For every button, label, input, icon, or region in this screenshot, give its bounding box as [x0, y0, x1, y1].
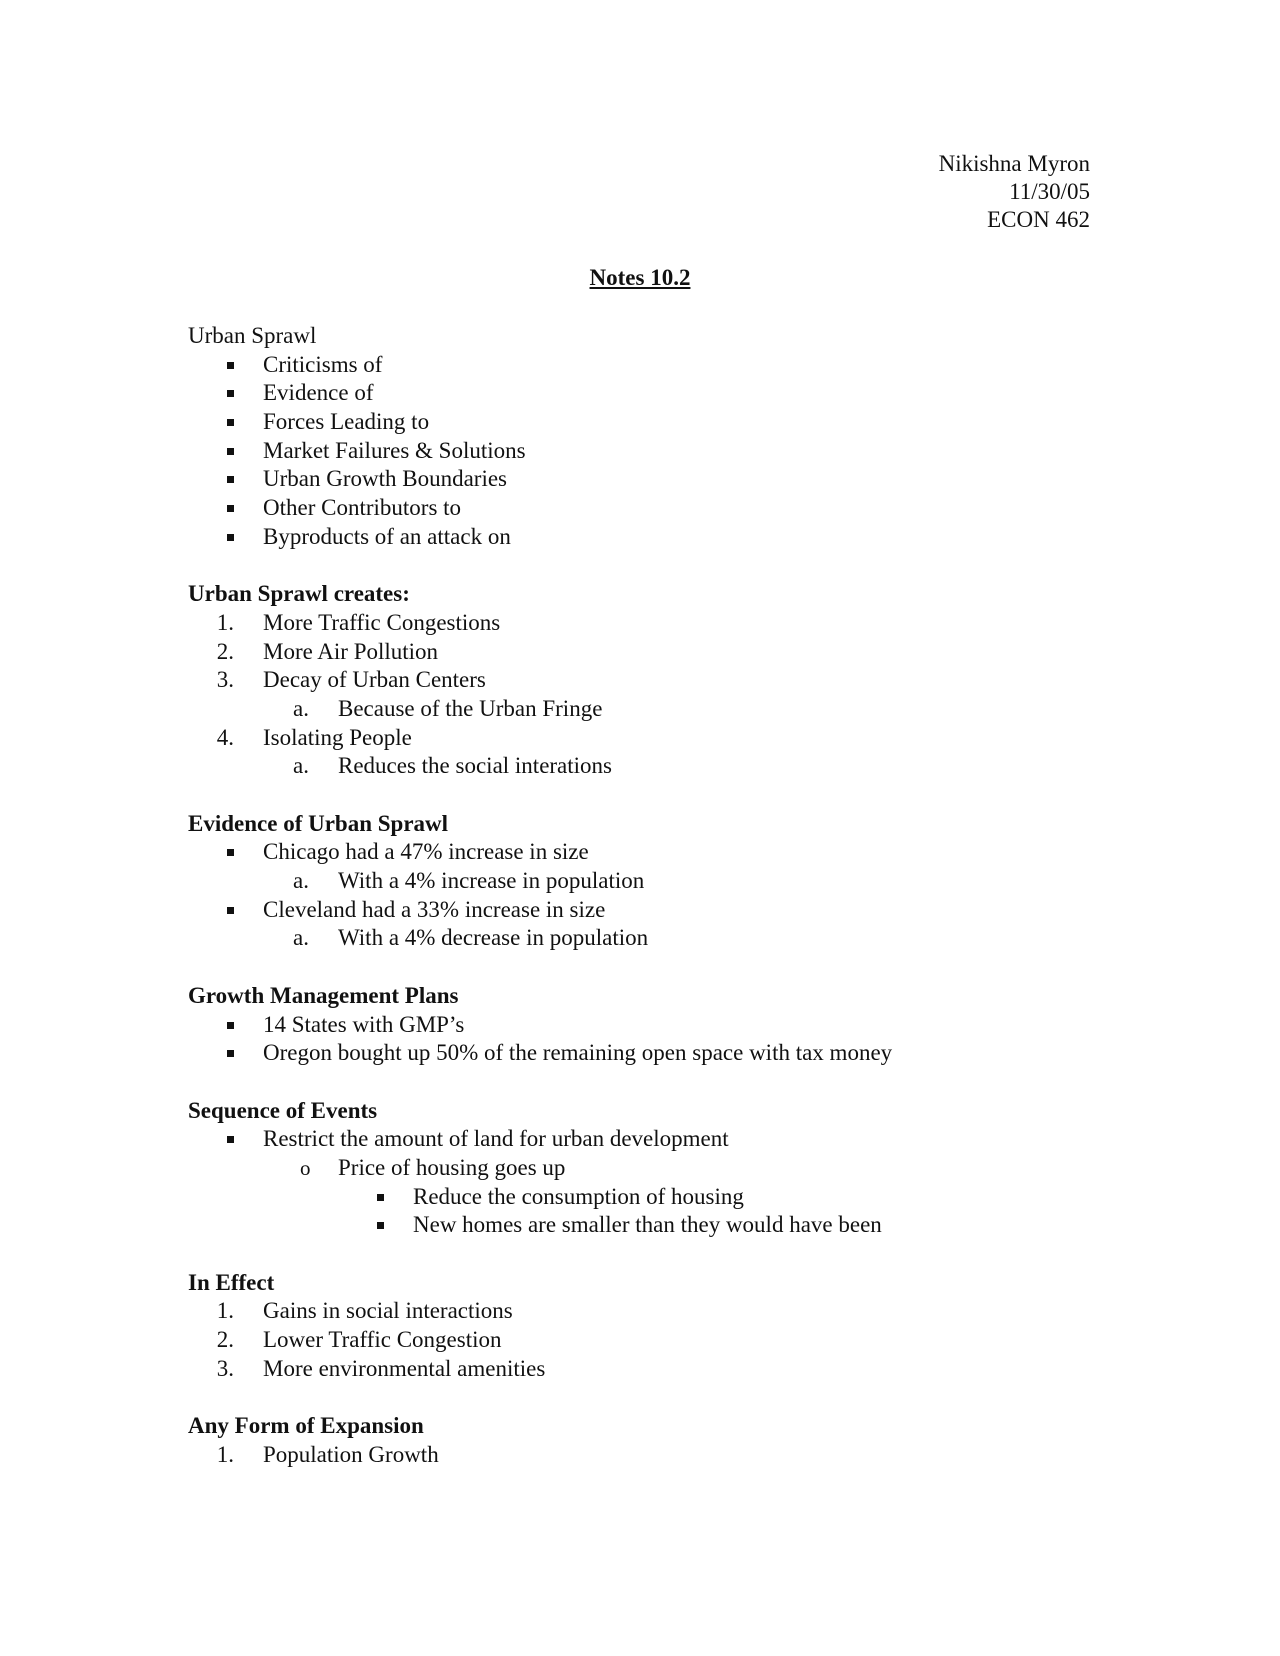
document-date: 11/30/05 — [1009, 179, 1090, 204]
section-heading-expansion: Any Form of Expansion — [188, 1413, 424, 1439]
section-heading-urban-sprawl: Urban Sprawl — [188, 323, 317, 348]
square-bullet-icon — [227, 534, 234, 541]
square-bullet-icon — [227, 849, 234, 856]
author-header — [939, 150, 1090, 234]
bullet-item: Oregon bought up 50% of the remaining open space with tax money — [188, 1039, 1108, 1068]
numbered-item: 4. Isolating People — [216, 724, 412, 750]
square-bullet-icon — [227, 476, 234, 483]
bullet-item: Chicago had a 47% increase in size — [188, 838, 1108, 867]
bullet-item: Cleveland had a 33% increase in size — [188, 896, 1108, 925]
section-heading-in-effect: In Effect — [188, 1269, 275, 1295]
square-bullet-icon — [227, 390, 234, 397]
section-heading-evidence: Evidence of Urban Sprawl — [188, 810, 449, 836]
numbered-item: 1. More Traffic Congestions — [216, 609, 501, 635]
bullet-item: 14 States with GMP’s — [188, 1011, 1108, 1040]
section-heading-creates: Urban Sprawl creates: — [188, 581, 410, 607]
bullet-subsubitem: Reduce the consumption of housing — [188, 1183, 1108, 1212]
author-name: Nikishna Myron — [938, 151, 1090, 176]
section-heading-gmp: Growth Management Plans — [188, 982, 459, 1008]
numbered-item: 2. Lower Traffic Congestion — [216, 1327, 502, 1353]
square-bullet-icon — [227, 419, 234, 426]
numbered-item: 3. More environmental amenities — [216, 1355, 546, 1381]
bullet-item: Forces Leading to — [188, 408, 1108, 437]
bullet-item: Restrict the amount of land for urban development — [188, 1125, 1108, 1154]
course-code: ECON 462 — [987, 207, 1090, 232]
circle-subitem: o Price of housing goes up — [188, 1154, 1108, 1183]
square-bullet-icon — [227, 505, 234, 512]
document-title: Notes 10.2 — [589, 265, 691, 290]
square-bullet-icon — [227, 448, 234, 455]
notes-body — [188, 322, 1108, 1470]
square-bullet-icon — [377, 1194, 384, 1201]
bullet-item: Urban Growth Boundaries — [188, 465, 1108, 494]
square-bullet-icon — [227, 907, 234, 914]
lettered-subitem: a. With a 4% decrease in population — [293, 925, 649, 951]
square-bullet-icon — [227, 1050, 234, 1057]
lettered-subitem: a. Because of the Urban Fringe — [293, 695, 603, 721]
bullet-item: Other Contributors to — [188, 494, 1108, 523]
square-bullet-icon — [227, 362, 234, 369]
bullet-item: Byproducts of an attack on — [188, 523, 1108, 552]
numbered-item: 2. More Air Pollution — [216, 638, 439, 664]
bullet-item: Market Failures & Solutions — [188, 437, 1108, 466]
square-bullet-icon — [227, 1136, 234, 1143]
square-bullet-icon — [227, 1022, 234, 1029]
bullet-subsubitem: New homes are smaller than they would have been — [188, 1211, 1108, 1240]
numbered-item: 3. Decay of Urban Centers — [216, 667, 486, 693]
bullet-item: Criticisms of — [188, 351, 1108, 380]
square-bullet-icon — [377, 1222, 384, 1229]
numbered-item: 1. Gains in social interactions — [216, 1298, 513, 1324]
lettered-subitem: a. With a 4% increase in population — [293, 868, 645, 894]
numbered-item: 1. Population Growth — [216, 1441, 439, 1467]
section-heading-sequence: Sequence of Events — [188, 1097, 378, 1123]
hollow-circle-bullet-icon: o — [300, 1155, 311, 1180]
bullet-item: Evidence of — [188, 379, 1108, 408]
lettered-subitem: a. Reduces the social interations — [293, 753, 613, 779]
